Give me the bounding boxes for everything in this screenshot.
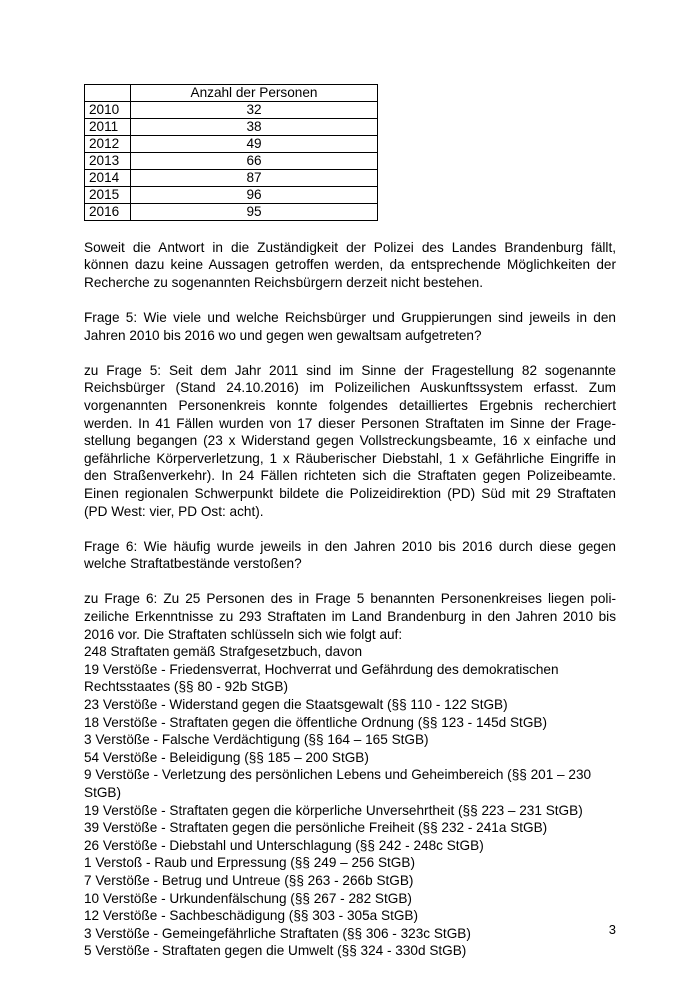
list-item: 1 Verstoß - Raub und Erpressung (§§ 249 – 256 StGB) (84, 855, 415, 871)
question-6: Frage 6: Wie häufig wurde jeweils in den Jahren 2010 bis 2016 durch diese gegen welche Straftatbestände verstoßen? (84, 538, 616, 572)
table-row (85, 204, 378, 221)
persons-per-year-table (84, 84, 378, 221)
list-item: 23 Verstöße - Widerstand gegen die Staatsgewalt (§§ 110 - 122 StGB) (84, 697, 508, 713)
table-cell-year: 2015 (85, 187, 131, 204)
list-item: 7 Verstöße - Betrug und Untreue (§§ 263 - 266b StGB) (84, 872, 414, 888)
table-cell-count: 38 (131, 119, 378, 136)
table-cell-year: 2013 (85, 153, 131, 170)
list-item: 9 Verstöße - Verletzung des persönlichen Lebens und Geheimbereich (§§ 201 – 230 StGB) (84, 767, 592, 800)
table-cell-count: 32 (131, 102, 378, 119)
list-item: 54 Verstöße - Beleidigung (§§ 185 – 200 StGB) (84, 749, 369, 765)
table-row (85, 136, 378, 153)
answer-6-intro: zu Frage 6: Zu 25 Personen des in Frage 5 benannten Personenkreises liegen polizeiliche Erkenntnisse zu 293 Straftaten im Land Brandenburg in den Jahren 2010 bis 2016 vor. Die Straftaten schlüsseln sich wie folgt auf: (84, 591, 616, 642)
list-item: 39 Verstöße - Straftaten gegen die persönliche Freiheit (§§ 232 - 241a StGB) (84, 820, 548, 836)
table-cell-count: 95 (131, 204, 378, 221)
list-item: 3 Verstöße - Gemeingefährliche Straftaten (§§ 306 - 323c StGB) (84, 925, 471, 941)
document-page (84, 84, 616, 960)
table-header-empty (85, 85, 131, 102)
answer-note-paragraph: Soweit die Antwort in die Zuständigkeit der Polizei des Landes Brandenburg fällt, können dazu keine Aussagen getroffen werden, da entsprechende Möglichkeiten der Recherche zu sogenannten Reichsbürgern derzeit nicht bestehen. (84, 239, 616, 290)
table-cell-count: 87 (131, 170, 378, 187)
list-item: 10 Verstöße - Urkundenfälschung (§§ 267 - 282 StGB) (84, 890, 412, 906)
table-cell-year: 2014 (85, 170, 131, 187)
table-cell-year: 2010 (85, 102, 131, 119)
offense-list (84, 643, 616, 960)
list-item: 12 Verstöße - Sachbeschädigung (§§ 303 - 305a StGB) (84, 908, 419, 924)
list-item: 3 Verstöße - Falsche Verdächtigung (§§ 164 – 165 StGB) (84, 732, 429, 748)
list-item: 18 Verstöße - Straftaten gegen die öffentliche Ordnung (§§ 123 - 145d StGB) (84, 714, 547, 730)
table-cell-count: 66 (131, 153, 378, 170)
table-row (85, 102, 378, 119)
table-header-count: Anzahl der Personen (131, 85, 378, 102)
table-row (85, 170, 378, 187)
table-cell-year: 2011 (85, 119, 131, 136)
table-cell-year: 2016 (85, 204, 131, 221)
table-row (85, 119, 378, 136)
answer-5: zu Frage 5: Seit dem Jahr 2011 sind im Sinne der Fragestellung 82 sogenannte Reichsbürger (Stand 24.10.2016) im Polizeilichen Auskunftssystem erfasst. Zum vorgenannten Personenkreis konnte folgendes detailliertes Ergebnis recherchiert werden. In 41 Fällen wurden von 17 dieser Personen Straftaten im Sinne der Fragestellung begangen (23 x Widerstand gegen Vollstreckungsbeamte, 16 x einfache und gefährliche Körperverletzung, 1 x Räuberischer Diebstahl, 1 x Gefährliche Eingriffe in den Straßenverkehr). In 24 Fällen richteten sich die Straftaten gegen Polizeibeamte. Einen regionalen Schwerpunkt bildete die Polizeidirektion (PD) Süd mit 29 Straftaten (PD West: vier, PD Ost: acht). (84, 362, 616, 519)
table-row (85, 187, 378, 204)
table-cell-count: 96 (131, 187, 378, 204)
table-header-row (85, 85, 378, 102)
question-5: Frage 5: Wie viele und welche Reichsbürger und Gruppierungen sind jeweils in den Jahren 2010 bis 2016 wo und gegen wen gewaltsam aufgetreten? (84, 309, 616, 343)
table-cell-count: 49 (131, 136, 378, 153)
list-item: 19 Verstöße - Straftaten gegen die körperliche Unversehrtheit (§§ 223 – 231 StGB) (84, 802, 583, 818)
table-row (85, 153, 378, 170)
list-item: 19 Verstöße - Friedensverrat, Hochverrat und Gefährdung des demokratischen Rechtsstaates (§§ 80 - 92b StGB) (84, 661, 559, 695)
table-cell-year: 2012 (85, 136, 131, 153)
page-number: 3 (608, 922, 616, 937)
list-item: 248 Straftaten gemäß Strafgesetzbuch, davon (84, 644, 363, 660)
list-item: 5 Verstöße - Straftaten gegen die Umwelt (§§ 324 - 330d StGB) (84, 943, 467, 959)
list-item: 26 Verstöße - Diebstahl und Unterschlagung (§§ 242 - 248c StGB) (84, 837, 484, 853)
